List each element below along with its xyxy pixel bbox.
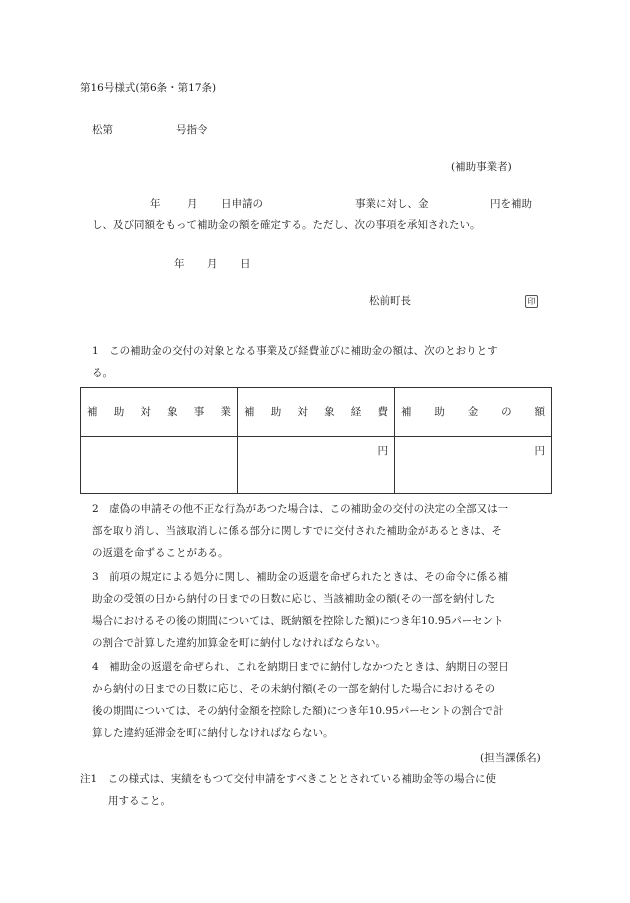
note-line: 注1 この様式は、実績をもつて交付申請をすべきこととされている補助金等の場合に使 bbox=[80, 773, 496, 785]
item1-line: 1 この補助金の交付の対象となる事業及び経費並びに補助金の額は、次のとおりとす bbox=[92, 345, 498, 357]
yen-subsidy-text: 円を補助 bbox=[490, 198, 532, 210]
project-text: 事業に対し、金 bbox=[355, 198, 429, 210]
item4-line: から納付の日までの日数に応じ、その未納付額(その一部を納付した場合におけるその bbox=[92, 683, 496, 695]
header-expense-label bbox=[244, 406, 388, 419]
header-char: 補 bbox=[401, 405, 412, 418]
header-char: 助 bbox=[270, 405, 282, 418]
header-char: 補 bbox=[87, 405, 98, 418]
subsidy-table bbox=[80, 387, 552, 494]
issuer-name: 松前町長 bbox=[369, 295, 411, 307]
item2-line: 2 虚偽の申請その他不正な行為があつた場合は、この補助金の交付の決定の全部又は一 bbox=[92, 503, 509, 515]
department-label: (担当課係名) bbox=[480, 752, 541, 764]
header-char: の bbox=[501, 405, 512, 418]
header-char: 額 bbox=[534, 405, 545, 418]
cell-amount: 円 bbox=[395, 437, 552, 494]
recipient-label: (補助事業者) bbox=[451, 161, 512, 173]
condition-item-1 bbox=[80, 340, 556, 384]
header-char: 象 bbox=[167, 405, 178, 418]
header-char: 補 bbox=[244, 405, 255, 418]
cell-expense: 円 bbox=[238, 437, 395, 494]
header-char: 業 bbox=[220, 405, 231, 418]
header-char: 経 bbox=[350, 405, 362, 418]
table-row bbox=[81, 437, 552, 494]
confirmation-sentence: し、及び同額をもって補助金の額を確定する。ただし、次の事項を承知されたい。 bbox=[92, 219, 481, 231]
month-text: 月 bbox=[187, 198, 198, 210]
header-cell-project bbox=[81, 388, 238, 437]
seal-icon bbox=[525, 295, 538, 308]
item2-line: 部を取り消し、当該取消しに係る部分に関しすでに交付された補助金があるときは、そ bbox=[92, 525, 502, 537]
item3-line: の割合で計算した違約加算金を町に納付しなければならない。 bbox=[92, 637, 386, 649]
header-amount-label bbox=[401, 406, 545, 419]
header-char: 費 bbox=[377, 405, 388, 418]
item4-line: 4 補助金の返還を命ぜられ、これを納期日までに納付しなかつたときは、納期日の翌日 bbox=[92, 661, 509, 673]
applied-day-text: 日申請の bbox=[221, 198, 263, 210]
header-char: 助 bbox=[113, 405, 125, 418]
condition-item-2 bbox=[80, 498, 556, 564]
header-char: 金 bbox=[467, 405, 479, 418]
item3-line: 助金の受領の日から納付の日までの日数に応じ、当該補助金の額(その一部を納付した bbox=[92, 593, 496, 605]
condition-item-3 bbox=[80, 566, 556, 654]
header-char: 助 bbox=[434, 405, 445, 418]
doc-number-prefix: 松第 bbox=[92, 124, 113, 136]
note-line: 用すること。 bbox=[108, 795, 171, 807]
header-char: 対 bbox=[140, 405, 151, 418]
table-header-row bbox=[81, 388, 552, 437]
header-char: 象 bbox=[324, 405, 335, 418]
item1-line: る。 bbox=[92, 367, 113, 379]
item3-line: 場合におけるその後の期間については、既納額を控除した額)につき年10.95パーセント bbox=[92, 615, 504, 627]
header-char: 対 bbox=[297, 405, 308, 418]
year-text: 年 bbox=[150, 198, 161, 210]
form-title: 第16号様式(第6条・第17条) bbox=[80, 82, 217, 94]
header-char: 事 bbox=[193, 405, 205, 418]
date-year: 年 bbox=[174, 258, 185, 270]
item4-line: 後の期間については、その納付金額を控除した額)につき年10.95パーセントの割合で計 bbox=[92, 705, 504, 717]
header-cell-amount bbox=[395, 388, 552, 437]
condition-item-4 bbox=[80, 656, 556, 744]
item4-line: 算した違約延滞金を町に納付しなければならない。 bbox=[92, 727, 334, 739]
doc-number-suffix: 号指令 bbox=[176, 124, 208, 136]
item3-line: 3 前項の規定による処分に関し、補助金の返還を命ぜられたときは、その命令に係る補 bbox=[92, 571, 509, 583]
date-day: 日 bbox=[240, 258, 251, 270]
cell-project bbox=[81, 437, 238, 494]
header-project-label bbox=[87, 406, 231, 419]
date-month: 月 bbox=[207, 258, 218, 270]
seal-mark: 印 bbox=[525, 295, 538, 308]
header-cell-expense bbox=[238, 388, 395, 437]
item2-line: の返還を命ずることがある。 bbox=[92, 547, 229, 559]
footnote bbox=[80, 768, 556, 812]
